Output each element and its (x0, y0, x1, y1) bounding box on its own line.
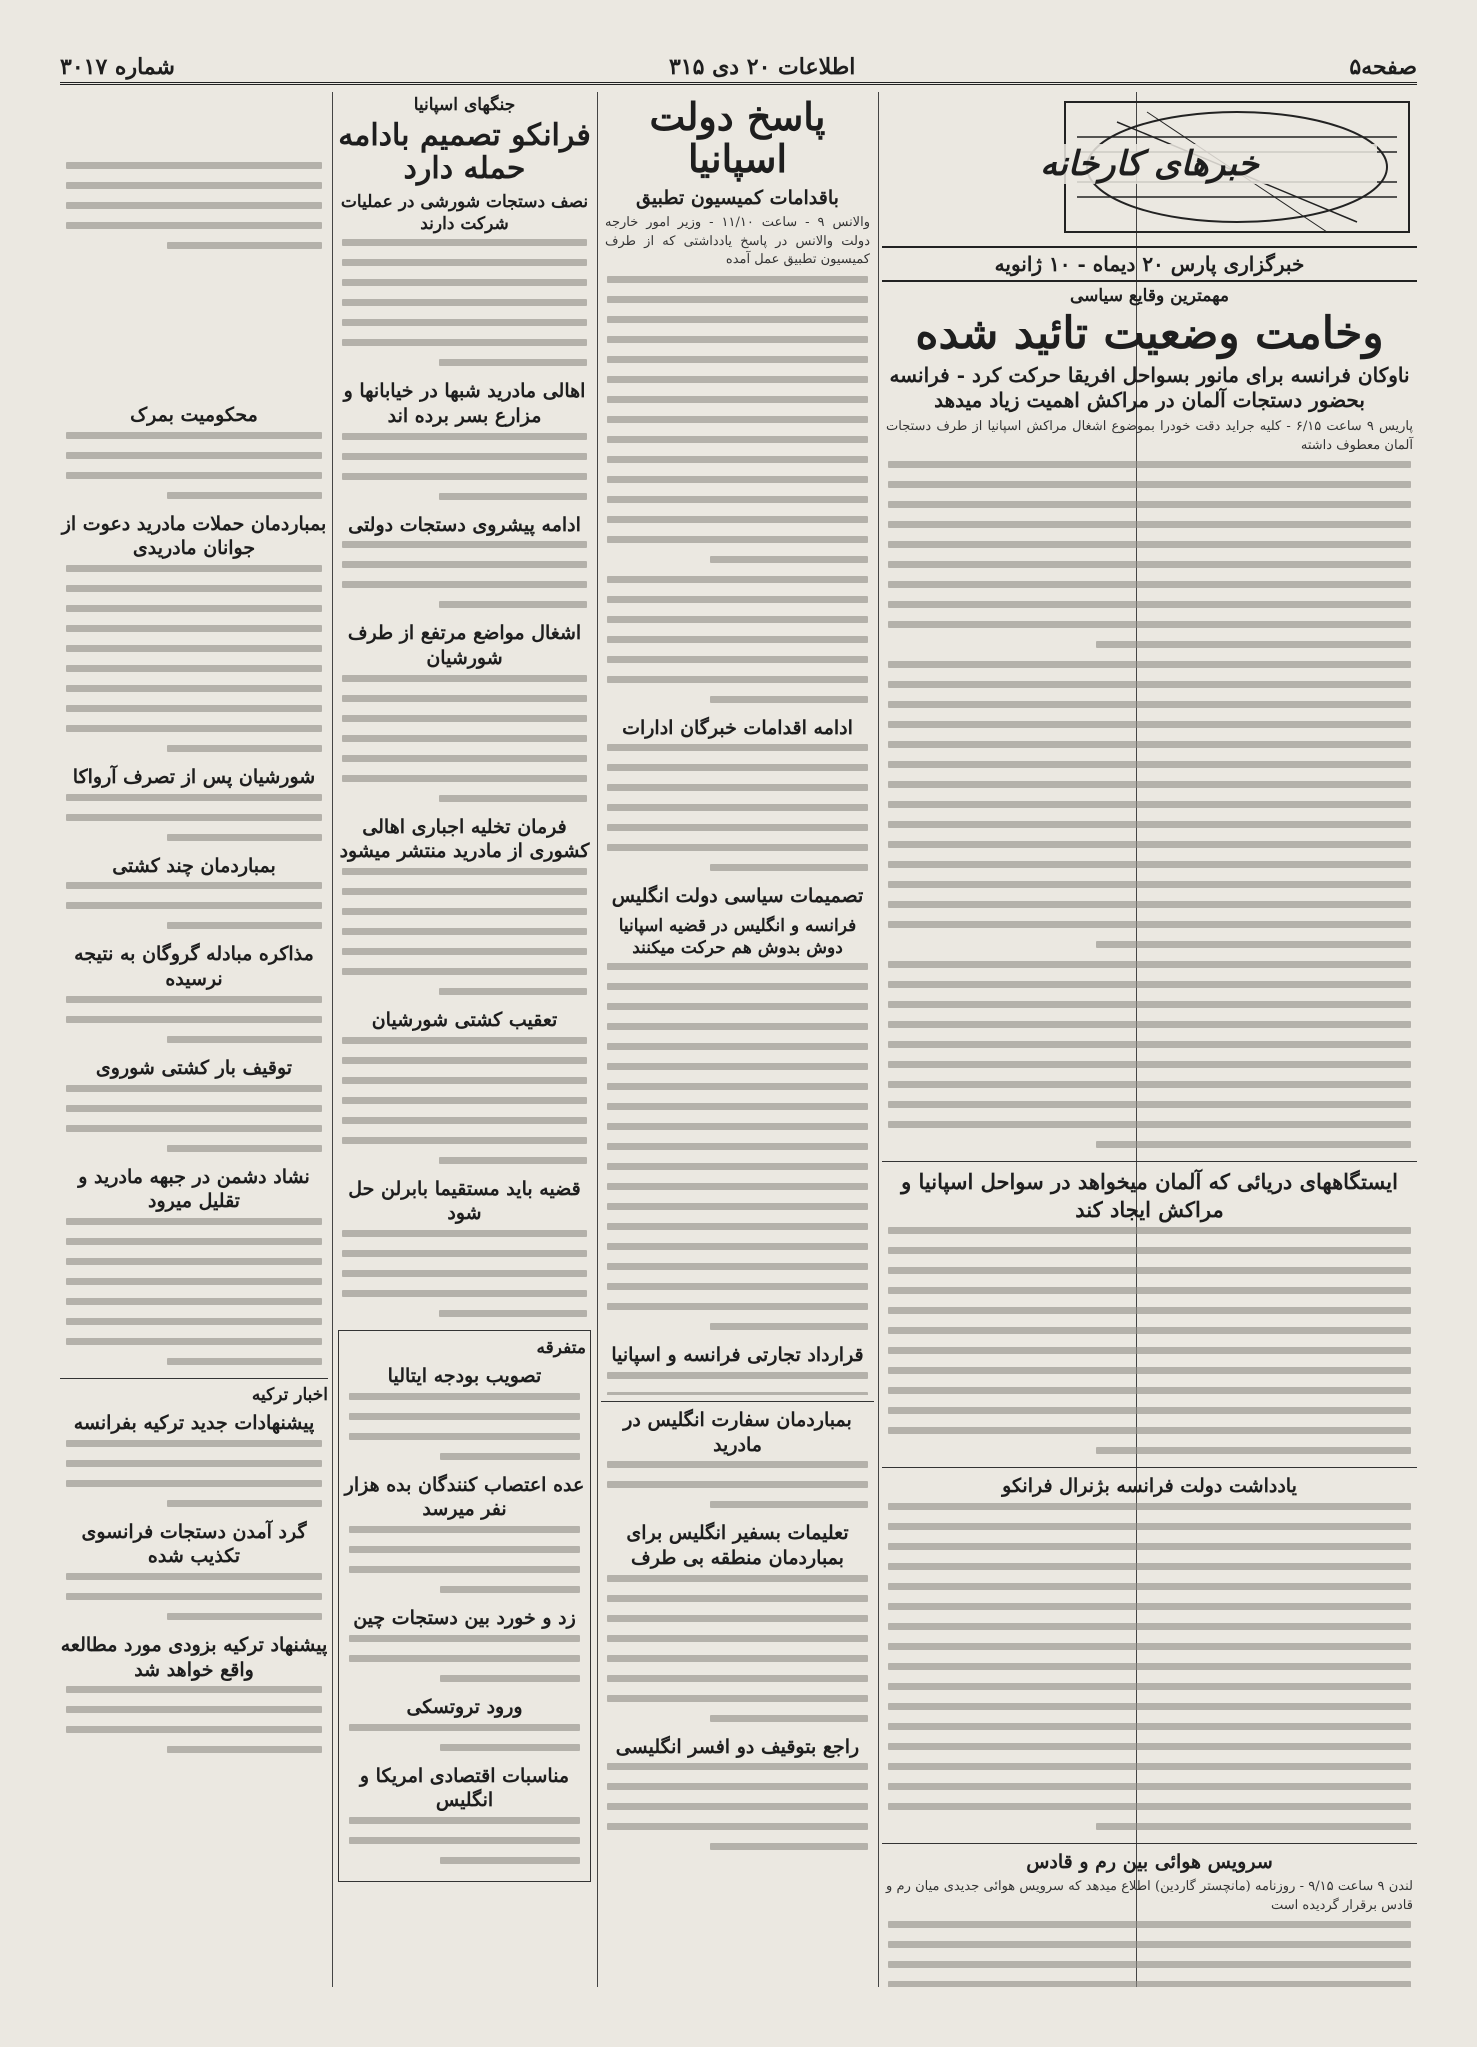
memo-headline: یادداشت دولت فرانسه بژنرال فرانکو (1002, 1474, 1297, 1497)
body-text-block (882, 1227, 1417, 1454)
issue-number: شماره ۳۰۱۷ (60, 54, 175, 80)
body-text-block (601, 1763, 874, 1850)
instructions-headline: تعلیمات بسفیر انگلیس برای بمباردمان منطقه بی طرف (626, 1522, 849, 1570)
masthead (60, 52, 1417, 85)
body-text-block (601, 1575, 874, 1722)
foreign-news-logo (882, 92, 1417, 242)
hostage-headline: مذاکره مبادله گروگان به نتیجه نرسیده (74, 943, 314, 991)
body-text-block (60, 1573, 328, 1620)
body-text-block (882, 1503, 1417, 1830)
ship-bombing-headline: بمباردمان چند کشتی (112, 854, 276, 877)
franco-continuation (60, 162, 328, 397)
body-text-block (60, 1686, 328, 1753)
measures-headline: ادامه اقدامات خبرگان ادارات (622, 716, 853, 739)
turkey-label: اخبار ترکیه (251, 1384, 328, 1405)
air-service-headline: سرویس هوائی بین رم و قادس (1026, 1850, 1273, 1873)
bombing-headline: بمباردمان حملات مادرید دعوت از جوانان مادریدی (61, 512, 327, 560)
column-4 (60, 92, 328, 1987)
column-2-lower (601, 1395, 874, 1987)
main-subhead: ناو‌کان فرانسه برای مانور بسواحل افریقا حرکت کرد - فرانسه بحضور دستجات آلمان در مراکش اهمیت زیاد میدهد (889, 363, 1410, 413)
kicker: جنگهای اسپانیا (413, 95, 516, 115)
column-1 (882, 92, 1417, 1987)
sentence-headline: محکومیت بمرک (130, 404, 258, 426)
body-text-block (882, 1921, 1417, 1987)
spain-reply-headline: پاسخ دولت اسپانیا (649, 94, 826, 181)
page-label: صفحه۵ (1349, 54, 1417, 80)
column-rule (597, 92, 598, 1987)
committee-body: والانس ۹ - ساعت ۱۱/۱۰ - وزیر امور خارجه دولت والانس در پاسخ یادداشتی که از طرف کمیسیون تطبیق عمل آمده (605, 215, 870, 268)
advance-headline: ادامه پیشروی دستجات دولتی (348, 513, 581, 536)
body-text-block (601, 276, 874, 703)
body-text-block (336, 868, 593, 995)
body-text-block (343, 1724, 586, 1751)
body-text-block (336, 541, 593, 608)
column-rule (332, 92, 333, 1987)
masthead-date: اطلاعات ۲۰ دی ۳۱۵ (668, 54, 856, 80)
committee-headline: باقدامات کمیسیون تطبیق (636, 186, 839, 209)
body-text-block (60, 1218, 328, 1365)
body-text-block (60, 996, 328, 1043)
logo-text: خبرهای کارخانه (922, 144, 1377, 184)
strikers-headline: عده اعتصاب کنندگان بده هزار نفر میرسد (344, 1473, 585, 1521)
occupy-headline: اشغال مواضع مرتفع از طرف شورشیان (347, 622, 582, 669)
soviet-ship-headline: توقیف بار کشتی شوروی (95, 1056, 293, 1079)
body-text-block (343, 1817, 586, 1864)
relations-headline: مناسبات اقتصادی امریکا و انگلیس (359, 1764, 570, 1812)
body-text-block (336, 239, 593, 366)
turkey-denial-headline: گرد آمدن دستجات فرانسوی تکذیب شده (81, 1520, 307, 1568)
body-text-block (60, 1085, 328, 1152)
franco-headline: فرانکو تصمیم بادامه حمله دارد (338, 118, 591, 186)
berlin-headline: قضیه باید مستقیما بابرلن حل شود (348, 1177, 581, 1225)
body-text-block (882, 461, 1417, 1148)
enemy-spread-headline: نشاد دشمن در جبهه مادرید و تقلیل میرود (78, 1165, 310, 1213)
trade-headline: قرارداد تجارتی فرانسه و اسپانیا (611, 1344, 864, 1367)
column-3 (336, 92, 593, 1987)
body-text-block (60, 1440, 328, 1507)
body-text-block (60, 882, 328, 929)
policy-headline: تصمیمات سیاسی دولت انگلیس (611, 885, 864, 908)
body-text-block (601, 1461, 874, 1508)
dateline: خبرگزاری پارس ۲۰ دیماه - ۱۰ ژانویه (882, 246, 1417, 282)
british-embassy-headline: بمباردمان سفارت انگلیس در مادرید (623, 1409, 852, 1456)
body-text-block (601, 963, 874, 1330)
body-text-block (60, 565, 328, 752)
body-text-block (336, 1230, 593, 1317)
turkey-study-headline: پیشنهاد ترکیه بزودی مورد مطالعه واقع خواهد شد (60, 1633, 328, 1681)
retreat-headline: شورشیان پس از تصرف آرواکا (72, 766, 316, 789)
body-text-block (336, 1037, 593, 1164)
policy-subhead: فرانسه و انگلیس در قضیه اسپانیا دوش بدوش هم حرکت میکنند (618, 916, 857, 959)
budget-headline: تصویب بودجه ایتالیا (387, 1365, 542, 1388)
lead-paragraph: پاریس ۹ ساعت ۶/۱۵ - کلیه جراید دقت خودرا بموضوع اشغال مراکش اسپانیا از طرف دستجات آلمان معطوف داشته (886, 419, 1413, 453)
madrid-headline: اهالی مادرید شبها در خیابانها و مزارع بسر برده اند (343, 380, 586, 427)
body-text-block (336, 433, 593, 500)
column-rule (878, 92, 879, 1987)
stations-headline: ایستگاههای دریائی که آلمان میخواهد در سواحل اسپانیا و مراکش ایجاد کند (901, 1169, 1398, 1222)
misc-box (338, 1330, 591, 1882)
turkey-proposals-headline: پیشنهادات جدید ترکیه بفرانسه (73, 1411, 315, 1434)
air-service-body: لندن ۹ ساعت ۹/۱۵ - روزنامه (مانچستر گاردین) اطلاع میدهد که سرویس هوائی جدیدی میان رم و قادس برقرار گردیده است (886, 1879, 1413, 1913)
body-text-block (343, 1393, 586, 1460)
body-text-block (60, 432, 328, 499)
evacuation-headline: فرمان تخلیه اجباری اهالی کشوری از مادرید منتشر میشود (339, 815, 590, 863)
misc-label: متفرقه (536, 1338, 586, 1359)
body-text-block (601, 744, 874, 871)
china-headline: زد و خورد بین دستجات چین (353, 1607, 576, 1630)
main-headline: وخامت وضعیت تائید شده (915, 308, 1384, 359)
ship-chase-headline: تعقیب کشتی شورشیان (371, 1009, 558, 1031)
body-text-block (343, 1526, 586, 1593)
body-text-block (60, 794, 328, 841)
section-label: مهمترین وقایع سیاسی (1069, 286, 1230, 306)
trotsky-headline: ورود تروتسکی (406, 1695, 523, 1718)
body-text-block (336, 675, 593, 802)
franco-subhead: نصف دستجات شورشی در عملیات شرکت دارند (340, 192, 589, 235)
body-text-block (343, 1635, 586, 1682)
arrest-headline: راجع بتوقیف دو افسر انگلیسی (615, 1735, 860, 1758)
